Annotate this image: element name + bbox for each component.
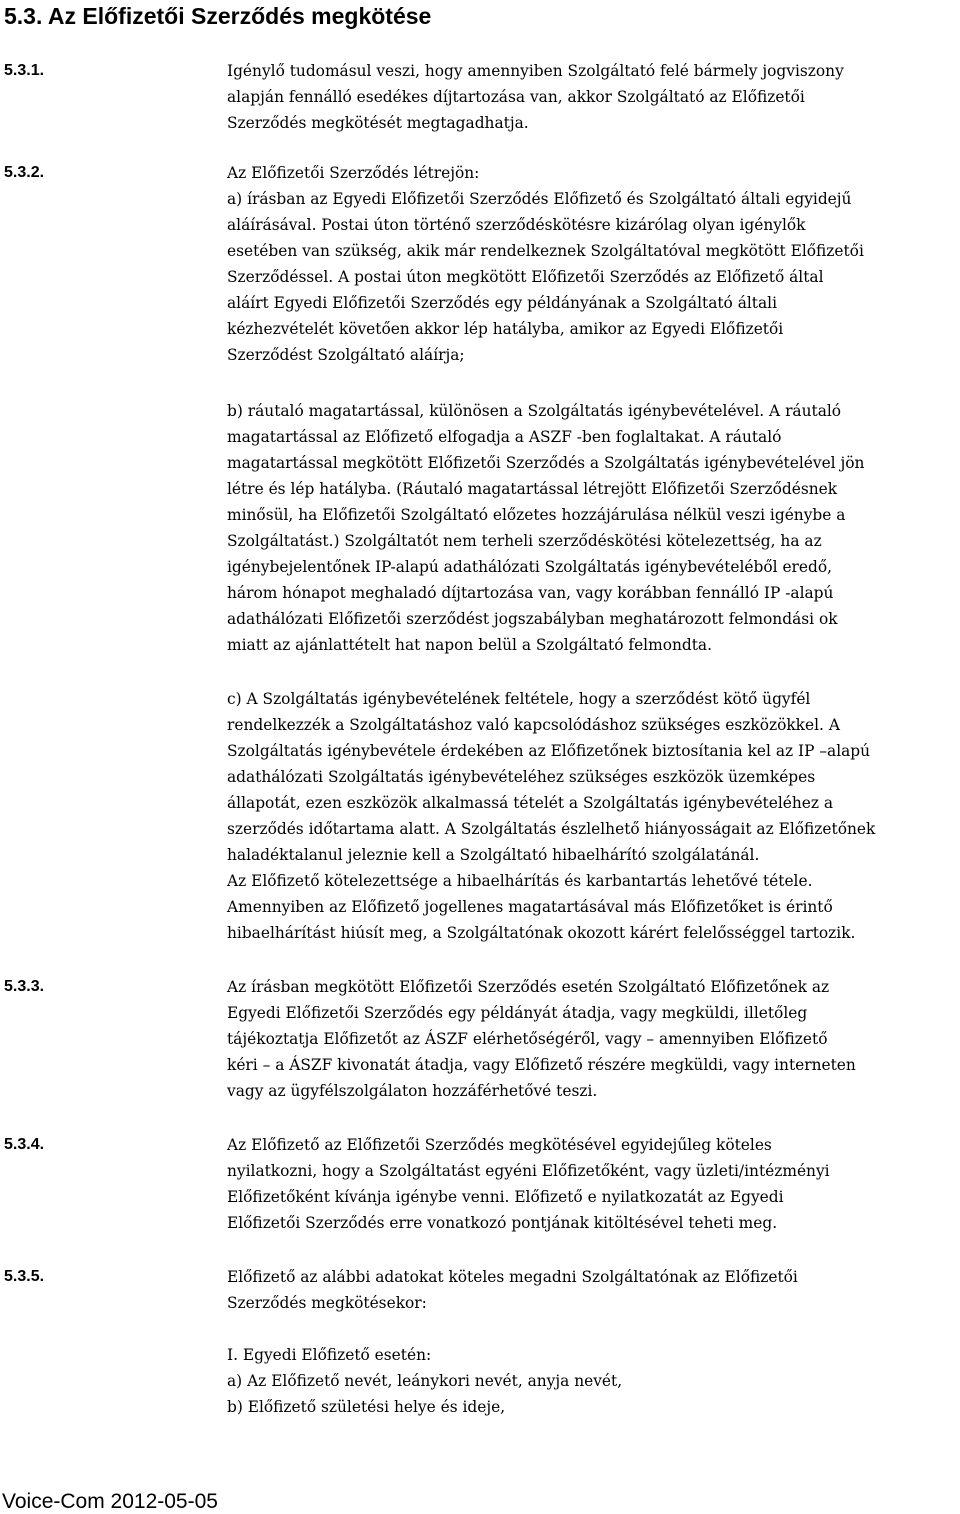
clause-number-5-3-1: 5.3.1. <box>4 62 45 79</box>
clause-number-5-3-5: 5.3.5. <box>4 1268 45 1285</box>
clause-text-5-3-5: Előfizető az alábbi adatokat köteles megadni Szolgáltatónak az Előfizetői Szerződés megkötésekor: <box>227 1268 798 1312</box>
page-footer: Voice-Com 2012-05-05 <box>2 1490 218 1513</box>
clause-text-5-3-5-list: I. Egyedi Előfizető esetén: a) Az Előfizető nevét, leánykori nevét, anyja nevét, b) Előfizető születési helye és ideje, <box>227 1346 623 1416</box>
clause-text-5-3-2-a: Az Előfizetői Szerződés létrejön: a) írásban az Egyedi Előfizetői Szerződés Előfizető és Szolgáltató általi egyidejű aláírásával. Postai úton történő szerződéskötésre kizárólag olyan igénylők esetében van szükség, akik már rendelkeznek Szolgáltatóval megkötött Előfizetői Szerződéssel. A postai úton megkötött Előfizetői Szerződés az Előfizető által aláírt Egyedi Előfizetői Szerződés egy példányának a Szolgáltató általi kézhezvételét követően akkor lép hatályba, amikor az Egyedi Előfizetői Szerződést Szolgáltató aláírja; <box>227 164 864 364</box>
clause-text-5-3-2-b: b) ráutaló magatartással, különösen a Szolgáltatás igénybevételével. A ráutaló magatartással az Előfizető elfogadja a ASZF -ben foglaltakat. A ráutaló magatartással megkötött Előfizetői Szerződés a Szolgáltatás igénybevételével jön létre és lép hatályba. (Ráutaló magatartással létrejött Előfizetői Szerződésnek minősül, ha Előfizetői Szolgáltató előzetes hozzájárulása nélkül veszi igénybe a Szolgáltatást.) Szolgáltatót nem terheli szerződéskötési kötelezettség, ha az igénybejelentőnek IP-alapú adathálózati Szolgáltatás igénybevételéből eredő, három hónapot meghaladó díjtartozása van, vagy korábban fennálló IP -alapú adathálózati Előfizetői szerződést jogszabályban meghatározott felmondási ok miatt az ajánlattételt hat napon belül a Szolgáltató felmondta. <box>227 402 865 654</box>
clause-text-5-3-4: Az Előfizető az Előfizetői Szerződés megkötésével egyidejűleg köteles nyilatkozni, hogy a Szolgáltatást egyéni Előfizetőként, vagy üzleti/intézményi Előfizetőként kívánja igénybe venni. Előfizető e nyilatkozatát az Egyedi Előfizetői Szerződés erre vonatkozó pontjának kitöltésével teheti meg. <box>227 1136 830 1232</box>
clause-number-5-3-3: 5.3.3. <box>4 978 45 995</box>
clause-number-5-3-2: 5.3.2. <box>4 164 45 181</box>
clause-number-5-3-4: 5.3.4. <box>4 1136 45 1153</box>
clause-text-5-3-2-c: c) A Szolgáltatás igénybevételének feltétele, hogy a szerződést kötő ügyfél rendelkezzék a Szolgáltatáshoz való kapcsolódáshoz szükséges eszközökkel. A Szolgáltatás igénybevétele érdekében az Előfizetőnek biztosítania kel az IP –alapú adathálózati Szolgáltatás igénybevételéhez szükséges eszközök üzemképes állapotát, ezen eszközök alkalmassá tételét a Szolgáltatás igénybevételéhez a szerződés időtartama alatt. A Szolgáltatás észlelhető hiányosságait az Előfizetőnek haladéktalanul jeleznie kell a Szolgáltató hibaelhárító szolgálatánál. Az Előfizető kötelezettsége a hibaelhárítás és karbantartás lehetővé tétele. Amennyiben az Előfizető jogellenes magatartásával más Előfizetőket is érintő hibaelhárítást hiúsít meg, a Szolgáltatónak okozott kárért felelősséggel tartozik. <box>227 690 876 942</box>
section-heading: 5.3. Az Előfizetői Szerződés megkötése <box>4 3 432 29</box>
clause-text-5-3-3: Az írásban megkötött Előfizetői Szerződés esetén Szolgáltató Előfizetőnek az Egyedi Előfizetői Szerződés egy példányát átadja, vagy megküldi, illetőleg tájékoztatja Előfizetőt az ÁSZF elérhetőségéről, vagy – amennyiben Előfizető kéri – a ÁSZF kivonatát átadja, vagy Előfizető részére megküldi, vagy interneten vagy az ügyfélszolgálaton hozzáférhetővé teszi. <box>227 978 856 1100</box>
clause-text-5-3-1: Igénylő tudomásul veszi, hogy amennyiben Szolgáltató felé bármely jogviszony alapján fennálló esedékes díjtartozása van, akkor Szolgáltató az Előfizetői Szerződés megkötését megtagadhatja. <box>227 62 844 132</box>
